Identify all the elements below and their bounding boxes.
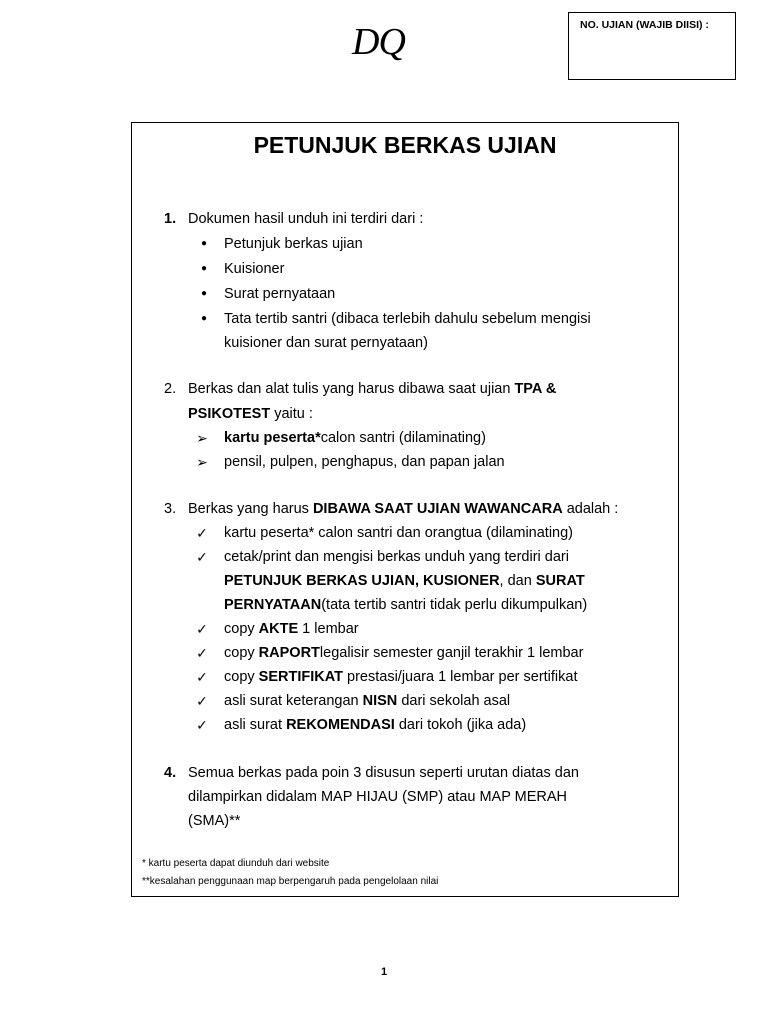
section-1-number: 1. xyxy=(164,211,177,227)
list-item: kartu peserta* calon santri dan orangtua (dilaminating) xyxy=(224,525,574,541)
check-icon: ✓ xyxy=(196,669,208,685)
list-item: Petunjuk berkas ujian xyxy=(224,236,363,252)
section-2-line-2: PSIKOTEST yaitu : xyxy=(188,406,313,422)
bullet-icon: ● xyxy=(200,288,208,299)
list-item: kartu peserta*calon santri (dilaminating) xyxy=(224,430,486,446)
footnote: * kartu peserta dapat diunduh dari website xyxy=(142,858,330,869)
list-item: cetak/print dan mengisi berkas unduh yang terdiri dari xyxy=(224,549,569,565)
bullet-icon: ● xyxy=(200,238,208,249)
dq-logo: DQ xyxy=(352,21,405,63)
bullet-icon: ● xyxy=(200,263,208,274)
page-number: 1 xyxy=(380,966,388,978)
exam-number-box[interactable] xyxy=(568,12,736,80)
section-4-line-2: dilampirkan didalam MAP HIJAU (SMP) atau MAP MERAH xyxy=(188,789,567,805)
section-2-number: 2. xyxy=(164,381,177,397)
check-icon: ✓ xyxy=(196,717,208,733)
check-icon: ✓ xyxy=(196,525,208,541)
list-item: Kuisioner xyxy=(224,261,285,277)
list-item: pensil, pulpen, penghapus, dan papan jalan xyxy=(224,454,505,470)
list-item: Tata tertib santri (dibaca terlebih dahulu sebelum mengisi xyxy=(224,311,591,327)
section-4-line-3: (SMA)** xyxy=(188,813,241,829)
section-4-number: 4. xyxy=(164,765,177,781)
arrow-icon: ➢ xyxy=(196,430,208,446)
page-title: PETUNJUK BERKAS UJIAN xyxy=(253,132,557,158)
list-item: copy RAPORTlegalisir semester ganjil terakhir 1 lembar xyxy=(224,645,584,661)
section-1-intro: Dokumen hasil unduh ini terdiri dari : xyxy=(188,211,424,227)
section-2-line-1: Berkas dan alat tulis yang harus dibawa saat ujian TPA & xyxy=(188,381,557,397)
check-icon: ✓ xyxy=(196,693,208,709)
check-icon: ✓ xyxy=(196,645,208,661)
list-item-continued: PERNYATAAN(tata tertib santri tidak perlu dikumpulkan) xyxy=(224,597,588,613)
list-item: copy SERTIFIKAT prestasi/juara 1 lembar per sertifikat xyxy=(224,669,578,685)
check-icon: ✓ xyxy=(196,621,208,637)
list-item: asli surat keterangan NISN dari sekolah asal xyxy=(224,693,511,709)
section-4-line-1: Semua berkas pada poin 3 disusun seperti urutan diatas dan xyxy=(188,765,579,781)
exam-number-label: NO. UJIAN (WAJIB DIISI) : xyxy=(580,19,709,31)
footnote: **kesalahan penggunaan map berpengaruh pada pengelolaan nilai xyxy=(142,876,439,887)
list-item-continued: PETUNJUK BERKAS UJIAN, KUSIONER, dan SURAT xyxy=(224,573,585,589)
check-icon: ✓ xyxy=(196,549,208,565)
arrow-icon: ➢ xyxy=(196,454,208,470)
list-item: asli surat REKOMENDASI dari tokoh (jika ada) xyxy=(224,717,527,733)
list-item-continued: kuisioner dan surat pernyataan) xyxy=(224,335,428,351)
list-item: copy AKTE 1 lembar xyxy=(224,621,359,637)
section-3-number: 3. xyxy=(164,501,177,517)
list-item: Surat pernyataan xyxy=(224,286,336,302)
instructions-box xyxy=(131,122,679,897)
bullet-icon: ● xyxy=(200,313,208,324)
section-3-line-1: Berkas yang harus DIBAWA SAAT UJIAN WAWANCARA adalah : xyxy=(188,501,619,517)
